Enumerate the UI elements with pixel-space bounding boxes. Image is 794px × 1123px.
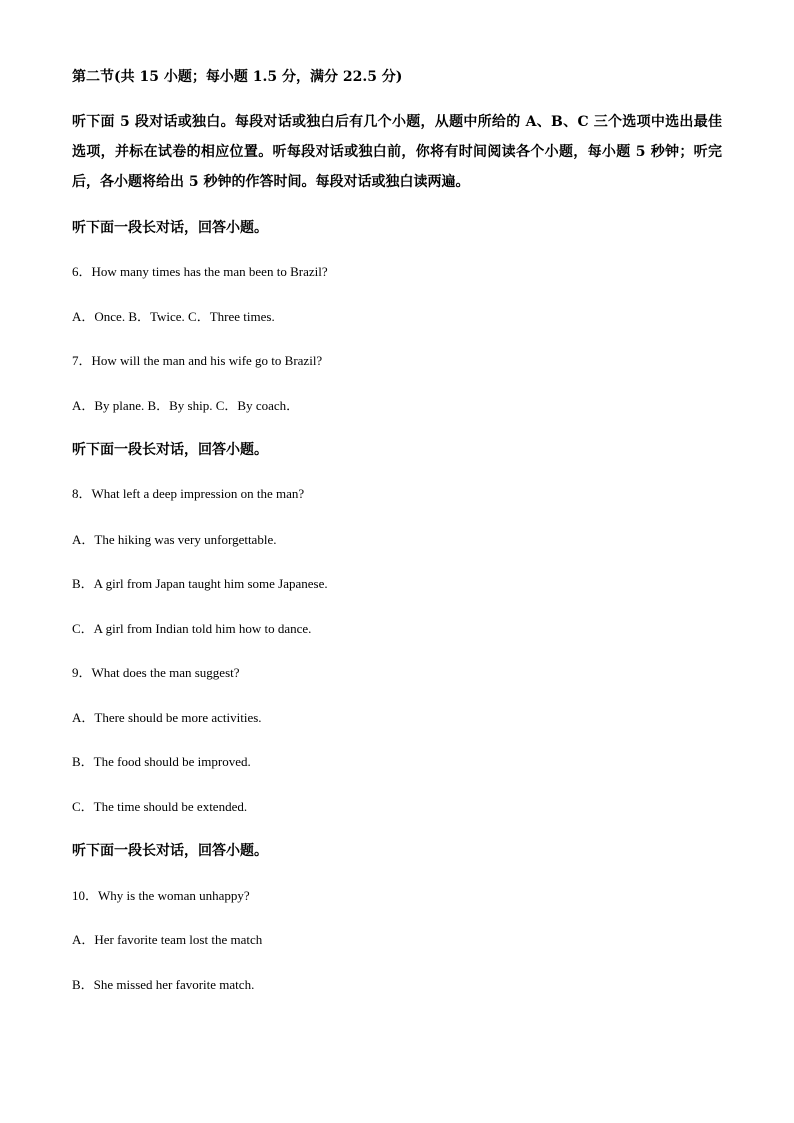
- question-8-option-b: B．A girl from Japan taught him some Japanese.: [72, 576, 328, 591]
- question-9: 9．What does the man suggest?: [72, 665, 240, 680]
- question-10-option-b: B．She missed her favorite match.: [72, 977, 255, 992]
- question-8-option-c: C．A girl from Indian told him how to dance.: [72, 621, 312, 636]
- question-7: 7．How will the man and his wife go to Brazil?: [72, 353, 323, 368]
- question-6-options: A．Once. B．Twice. C．Three times.: [72, 309, 275, 324]
- instructions-paragraph: 听下面 5 段对话或独白。每段对话或独白后有几个小题，从题中所给的 A、B、C 三个选项中选出最佳选项，并标在试卷的相应位置。听每段对话或独白前，你将有时间阅读各个小题，每小题 5 秒钟；听完后，各小题将给出 5 秒钟的作答时间。每段对话或独白读两遍。: [72, 114, 722, 190]
- question-9-option-c: C．The time should be extended.: [72, 799, 248, 814]
- question-10: 10．Why is the woman unhappy?: [72, 888, 250, 903]
- dialogue-prompt-2: 听下面一段长对话，回答小题。: [72, 442, 268, 458]
- question-9-option-a: A．There should be more activities.: [72, 710, 262, 725]
- question-6: 6．How many times has the man been to Brazil?: [72, 264, 328, 279]
- question-10-option-a: A．Her favorite team lost the match: [72, 932, 263, 947]
- question-9-option-b: B．The food should be improved.: [72, 754, 251, 769]
- dialogue-prompt-1: 听下面一段长对话，回答小题。: [72, 220, 268, 236]
- question-8: 8．What left a deep impression on the man?: [72, 486, 305, 501]
- question-8-option-a: A．The hiking was very unforgettable.: [72, 532, 277, 547]
- dialogue-prompt-3: 听下面一段长对话，回答小题。: [72, 843, 268, 859]
- section-header: 第二节(共 15 小题；每小题 1.5 分，满分 22.5 分): [72, 69, 403, 85]
- question-7-options: A．By plane. B．By ship. C．By coach．: [72, 398, 300, 413]
